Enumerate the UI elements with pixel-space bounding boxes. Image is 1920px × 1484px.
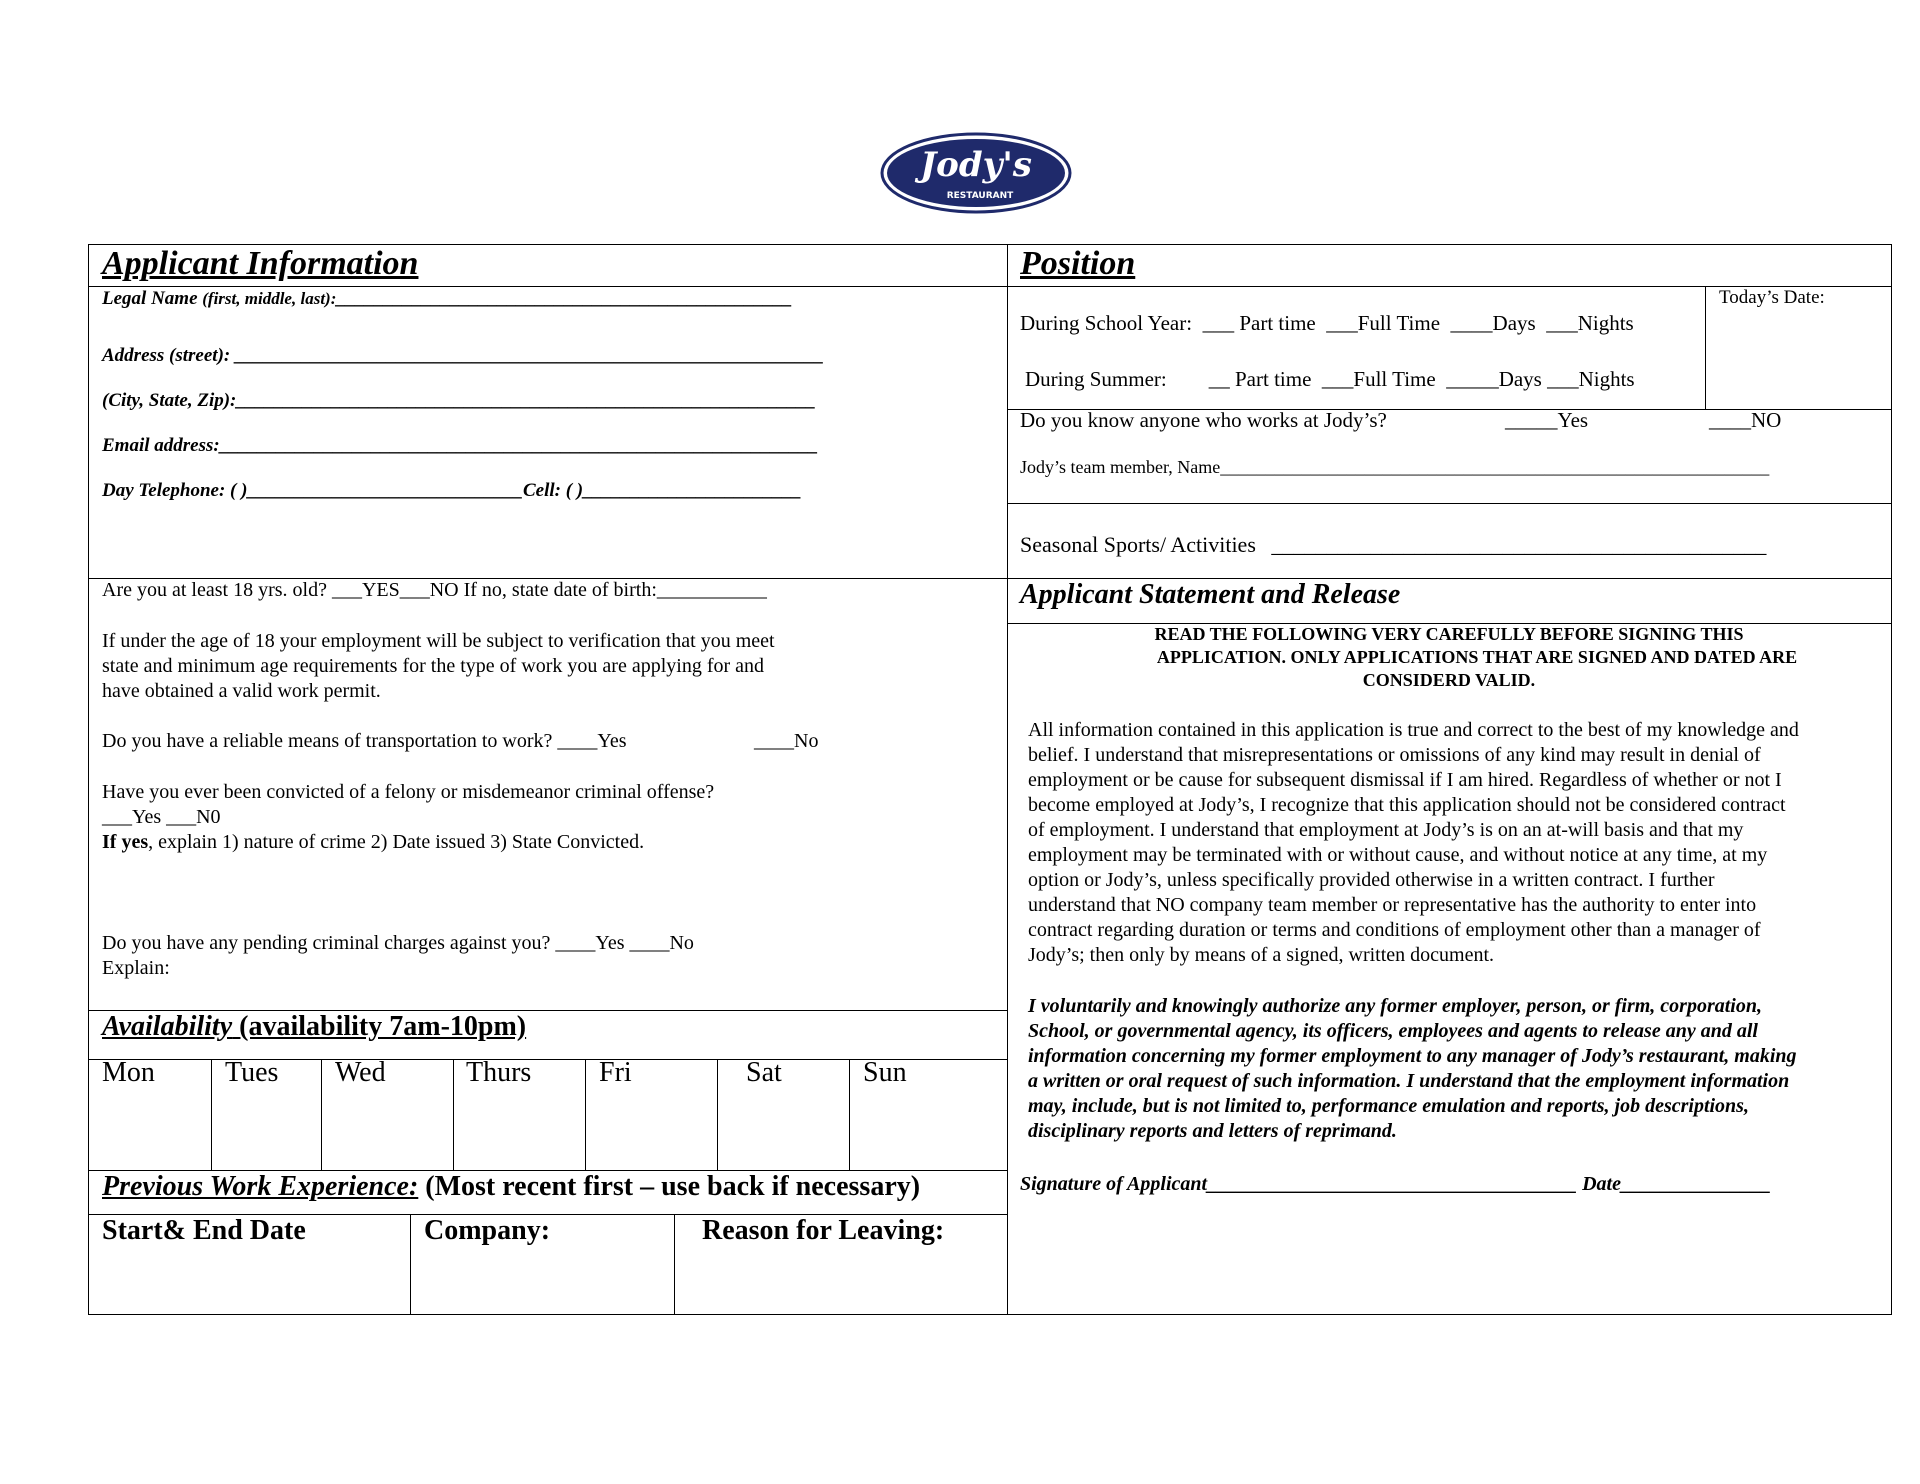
day-sun[interactable]: Sun bbox=[863, 1057, 907, 1088]
release-warning bbox=[1007, 623, 1891, 692]
work-title: Previous Work Experience: bbox=[102, 1171, 419, 1202]
work-col-company: Company: bbox=[424, 1215, 551, 1246]
release-authorization bbox=[1028, 994, 1888, 1144]
transport-question[interactable]: Do you have a reliable means of transportation to work? ____Yes bbox=[102, 730, 627, 752]
city-label: (City, State, Zip): bbox=[102, 390, 237, 411]
phone-line: _____________________________ bbox=[247, 480, 523, 501]
statement-line: employment may be terminated with or without cause, and without notice at any time, at my bbox=[1028, 844, 1768, 866]
day-wed[interactable]: Wed bbox=[335, 1057, 386, 1088]
email-label: Email address: bbox=[102, 435, 220, 456]
address-row[interactable] bbox=[102, 345, 824, 367]
team-member-name[interactable]: Jody’s team member, Name_____________________________________________________________ bbox=[1020, 457, 1770, 477]
work-col-reason: Reason for Leaving: bbox=[702, 1215, 945, 1246]
statement-line: belief. I understand that misrepresentations or omissions of any kind may result in denial of bbox=[1028, 744, 1761, 766]
logo-brand: Jody's bbox=[920, 145, 1032, 185]
pending-explain: Explain: bbox=[102, 957, 170, 979]
statement-line: of employment. I understand that employment at Jody’s is on an at-will basis and that my bbox=[1028, 819, 1744, 841]
minor-line-2: state and minimum age requirements for the type of work you are applying for and bbox=[102, 655, 765, 677]
know-anyone-no[interactable]: ____NO bbox=[1709, 408, 1782, 432]
day-sat[interactable]: Sat bbox=[746, 1057, 782, 1088]
if-yes-label: If yes bbox=[102, 831, 149, 853]
address-label: Address (street): bbox=[102, 345, 231, 366]
authorization-line: a written or oral request of such information. I understand that the employment information bbox=[1028, 1070, 1790, 1092]
minor-notice bbox=[102, 629, 775, 704]
day-tues[interactable]: Tues bbox=[225, 1057, 279, 1088]
know-anyone-question: Do you know anyone who works at Jody’s? bbox=[1020, 408, 1387, 432]
application-form bbox=[88, 244, 1892, 1315]
email-row[interactable] bbox=[102, 435, 818, 457]
minor-line-1: If under the age of 18 your employment will be subject to verification that you meet bbox=[102, 630, 775, 652]
authorization-line: information concerning my former employment to any manager of Jody’s restaurant, making bbox=[1028, 1045, 1797, 1067]
summer-row[interactable]: During Summer: __ Part time ___Full Time _____Days ___Nights bbox=[1025, 367, 1635, 391]
applicant-info-heading: Applicant Information bbox=[102, 245, 419, 282]
city-row[interactable] bbox=[102, 390, 816, 412]
phone-label: Day Telephone: ( ) bbox=[102, 480, 248, 501]
statement-line: become employed at Jody’s, I recognize that this application should not be considered contract bbox=[1028, 794, 1786, 816]
sports-line: _____________________________________________ bbox=[1271, 532, 1767, 557]
legal-name-line: ________________________________________________ bbox=[336, 288, 793, 309]
statement-line: option or Jody’s, unless specifically provided otherwise in a written contract. I further bbox=[1028, 869, 1715, 891]
school-year-row[interactable]: During School Year: ___ Part time ___Full Time ____Days ___Nights bbox=[1020, 311, 1634, 335]
authorization-line: School, or governmental agency, its officers, employees and agents to release any and all bbox=[1028, 1020, 1758, 1042]
statement-line: understand that NO company team member or representative has the authority to enter into bbox=[1028, 894, 1757, 916]
email-line: _______________________________________________________________ bbox=[219, 435, 819, 456]
legal-name-row[interactable] bbox=[102, 288, 792, 310]
minor-line-3: have obtained a valid work permit. bbox=[102, 680, 381, 702]
statement-line: contract regarding duration or terms and conditions of employment other than a manager of bbox=[1028, 919, 1761, 941]
if-yes-text: , explain 1) nature of crime 2) Date issued 3) State Convicted. bbox=[148, 831, 645, 853]
pending-block bbox=[102, 931, 694, 981]
phone-row[interactable] bbox=[102, 480, 802, 502]
felony-answers[interactable]: ___Yes ___N0 bbox=[102, 806, 221, 828]
day-thurs[interactable]: Thurs bbox=[466, 1057, 532, 1088]
felony-explain bbox=[102, 830, 714, 855]
logo-subtitle: RESTAURANT bbox=[946, 191, 1014, 201]
release-heading: Applicant Statement and Release bbox=[1020, 579, 1401, 610]
authorization-line: disciplinary reports and letters of reprimand. bbox=[1028, 1120, 1397, 1142]
city-line: _____________________________________________________________ bbox=[236, 390, 816, 411]
legal-name-label: Legal Name bbox=[102, 288, 198, 309]
release-statement bbox=[1028, 718, 1888, 968]
work-col-dates: Start& End Date bbox=[102, 1215, 306, 1246]
sports-row[interactable] bbox=[1020, 532, 1766, 558]
availability-title: Availability bbox=[102, 1011, 233, 1042]
cell-label: Cell: ( ) bbox=[522, 480, 584, 501]
legal-name-hint: (first, middle, last): bbox=[202, 289, 337, 308]
jodys-logo bbox=[880, 132, 1072, 214]
availability-note: (availability 7am-10pm) bbox=[232, 1011, 527, 1042]
warning-line-2: APPLICATION. ONLY APPLICATIONS THAT ARE SIGNED AND DATED ARE bbox=[1156, 647, 1798, 667]
statement-line: employment or be cause for subsequent dismissal if I am hired. Regardless of whether or not I bbox=[1028, 769, 1782, 791]
todays-date-label[interactable]: Today’s Date: bbox=[1719, 287, 1825, 308]
work-note: (Most recent first – use back if necessary) bbox=[418, 1171, 921, 1202]
felony-block bbox=[102, 780, 714, 855]
day-mon[interactable]: Mon bbox=[102, 1057, 155, 1088]
warning-line-1: READ THE FOLLOWING VERY CAREFULLY BEFORE SIGNING THIS bbox=[1154, 624, 1744, 644]
authorization-line: may, include, but is not limited to, performance emulation and reports, job descriptions, bbox=[1028, 1095, 1749, 1117]
statement-line: All information contained in this application is true and correct to the best of my knowledge and bbox=[1028, 719, 1799, 741]
transport-no[interactable]: ____No bbox=[754, 730, 819, 752]
cell-line: _______________________ bbox=[583, 480, 802, 501]
work-heading bbox=[102, 1171, 920, 1203]
age-question[interactable]: Are you at least 18 yrs. old? ___YES___NO If no, state date of birth:___________ bbox=[102, 579, 767, 601]
sports-label: Seasonal Sports/ Activities bbox=[1020, 532, 1256, 557]
felony-question: Have you ever been convicted of a felony or misdemeanor criminal offense? bbox=[102, 781, 715, 803]
address-line: ______________________________________________________________ bbox=[234, 345, 824, 366]
availability-heading bbox=[102, 1011, 526, 1043]
warning-line-3: CONSIDERD VALID. bbox=[1362, 670, 1536, 690]
signature-line[interactable]: Signature of Applicant_____________________________________ Date_______________ bbox=[1020, 1173, 1771, 1195]
position-heading: Position bbox=[1020, 245, 1136, 282]
authorization-line: I voluntarily and knowingly authorize any former employer, person, or firm, corporation, bbox=[1028, 995, 1762, 1017]
pending-question[interactable]: Do you have any pending criminal charges against you? ____Yes ____No bbox=[102, 932, 694, 954]
know-anyone-yes[interactable]: _____Yes bbox=[1505, 408, 1589, 432]
day-fri[interactable]: Fri bbox=[599, 1057, 632, 1088]
statement-line: Jody’s; then only by means of a signed, written document. bbox=[1028, 944, 1495, 966]
